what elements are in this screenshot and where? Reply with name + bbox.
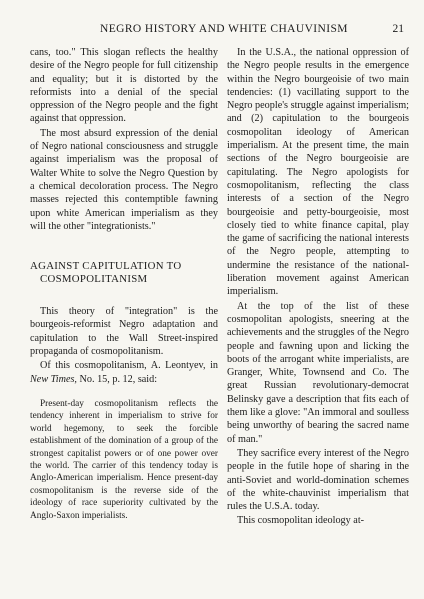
- paragraph: This cosmopolitan ideology at-: [237, 515, 365, 527]
- text-run: Of this cosmopolitanism, A. Leontyev, in: [40, 360, 218, 372]
- left-column: [30, 46, 218, 522]
- block-quote: Present-day cosmopolitanism reflects the tendency inherent in imperialism to strive for world hegemony, to seek the forcible establishment of the domination of a group of the strongest capitalist powers or of one power over the world. The carrier of this tendency today is Anglo-American imperialism. Hence present-day cosmopolitanism is the reverse side of the ideology of race superiority cultivated by the Anglo-Saxon imperialists.: [30, 398, 218, 521]
- text-run: No. 15, p. 12, said:: [76, 373, 158, 385]
- publication-title: New Times,: [30, 373, 77, 385]
- paragraph: [30, 359, 218, 386]
- running-title: NEGRO HISTORY AND WHITE CHAUVINISM: [100, 23, 348, 35]
- paragraph: cans, too." This slogan reflects the healthy desire of the Negro people for full citizenship and equality; but it is distorted by the reformists into a denial of the special oppression of the Negro people and the fight against that oppression.: [30, 47, 218, 125]
- paragraph: They sacrifice every interest of the Negro people in the futile hope of sharing in the anti-Soviet and world-domination schemes of the white-chauvinist imperialism that rules the U.S.A. today.: [227, 447, 409, 513]
- paragraph: In the U.S.A., the national oppression of the Negro people results in the emergence within the Negro bourgeoisie of two main tendencies: (1) vacillating support to the Negro people's struggle against imperialism; and (2) capitulation to the bourgeois cosmopolitan ideology of American imperialism. At the present time, the main sections of the Negro bourgeoisie are capitulating. The Negro apologists for cosmopolitanism, reflecting the class interests of a section of the Negro bourgeoisie and petty-bourgeoisie, most closely tied to white finance capital, play the game of sacrificing the national interests of the Negro people, attempting to undermine the resistance of the national-liberation movement against American imperialism.: [227, 47, 409, 298]
- paragraph: The most absurd expression of the denial of Negro national consciousness and struggle against imperialism was the proposal of Walter White to solve the Negro Question by a chemical decoloration process. The Negro masses rejected this contemptible fawning upon white American imperialism as they will the other "integrationists.": [30, 127, 218, 232]
- paragraph: At the top of the list of these cosmopolitan apologists, sneering at the achievements and the struggles of the Negro people and fawning upon and licking the boots of the arrogant white imperialists, are Granger, White, Townsend and Co. The great Russian revolutionary-democrat Belinsky gave a description that fits each of them like a glove: "An immoral and soulless being unworthy of bearing the sacred name of man.": [227, 300, 409, 445]
- right-column: [227, 46, 409, 528]
- page-header: [0, 0, 424, 40]
- paragraph: This theory of "integration" is the bourgeois-reformist Negro adaptation and capitulation to the Wall Street-inspired propaganda of cosmopolitanism.: [30, 306, 218, 358]
- section-heading-line: AGAINST CAPITULATION TO: [30, 260, 182, 273]
- page-number: 21: [392, 23, 404, 35]
- section-heading-line: COSMOPOLITANISM: [40, 273, 148, 286]
- section-heading: [30, 260, 218, 286]
